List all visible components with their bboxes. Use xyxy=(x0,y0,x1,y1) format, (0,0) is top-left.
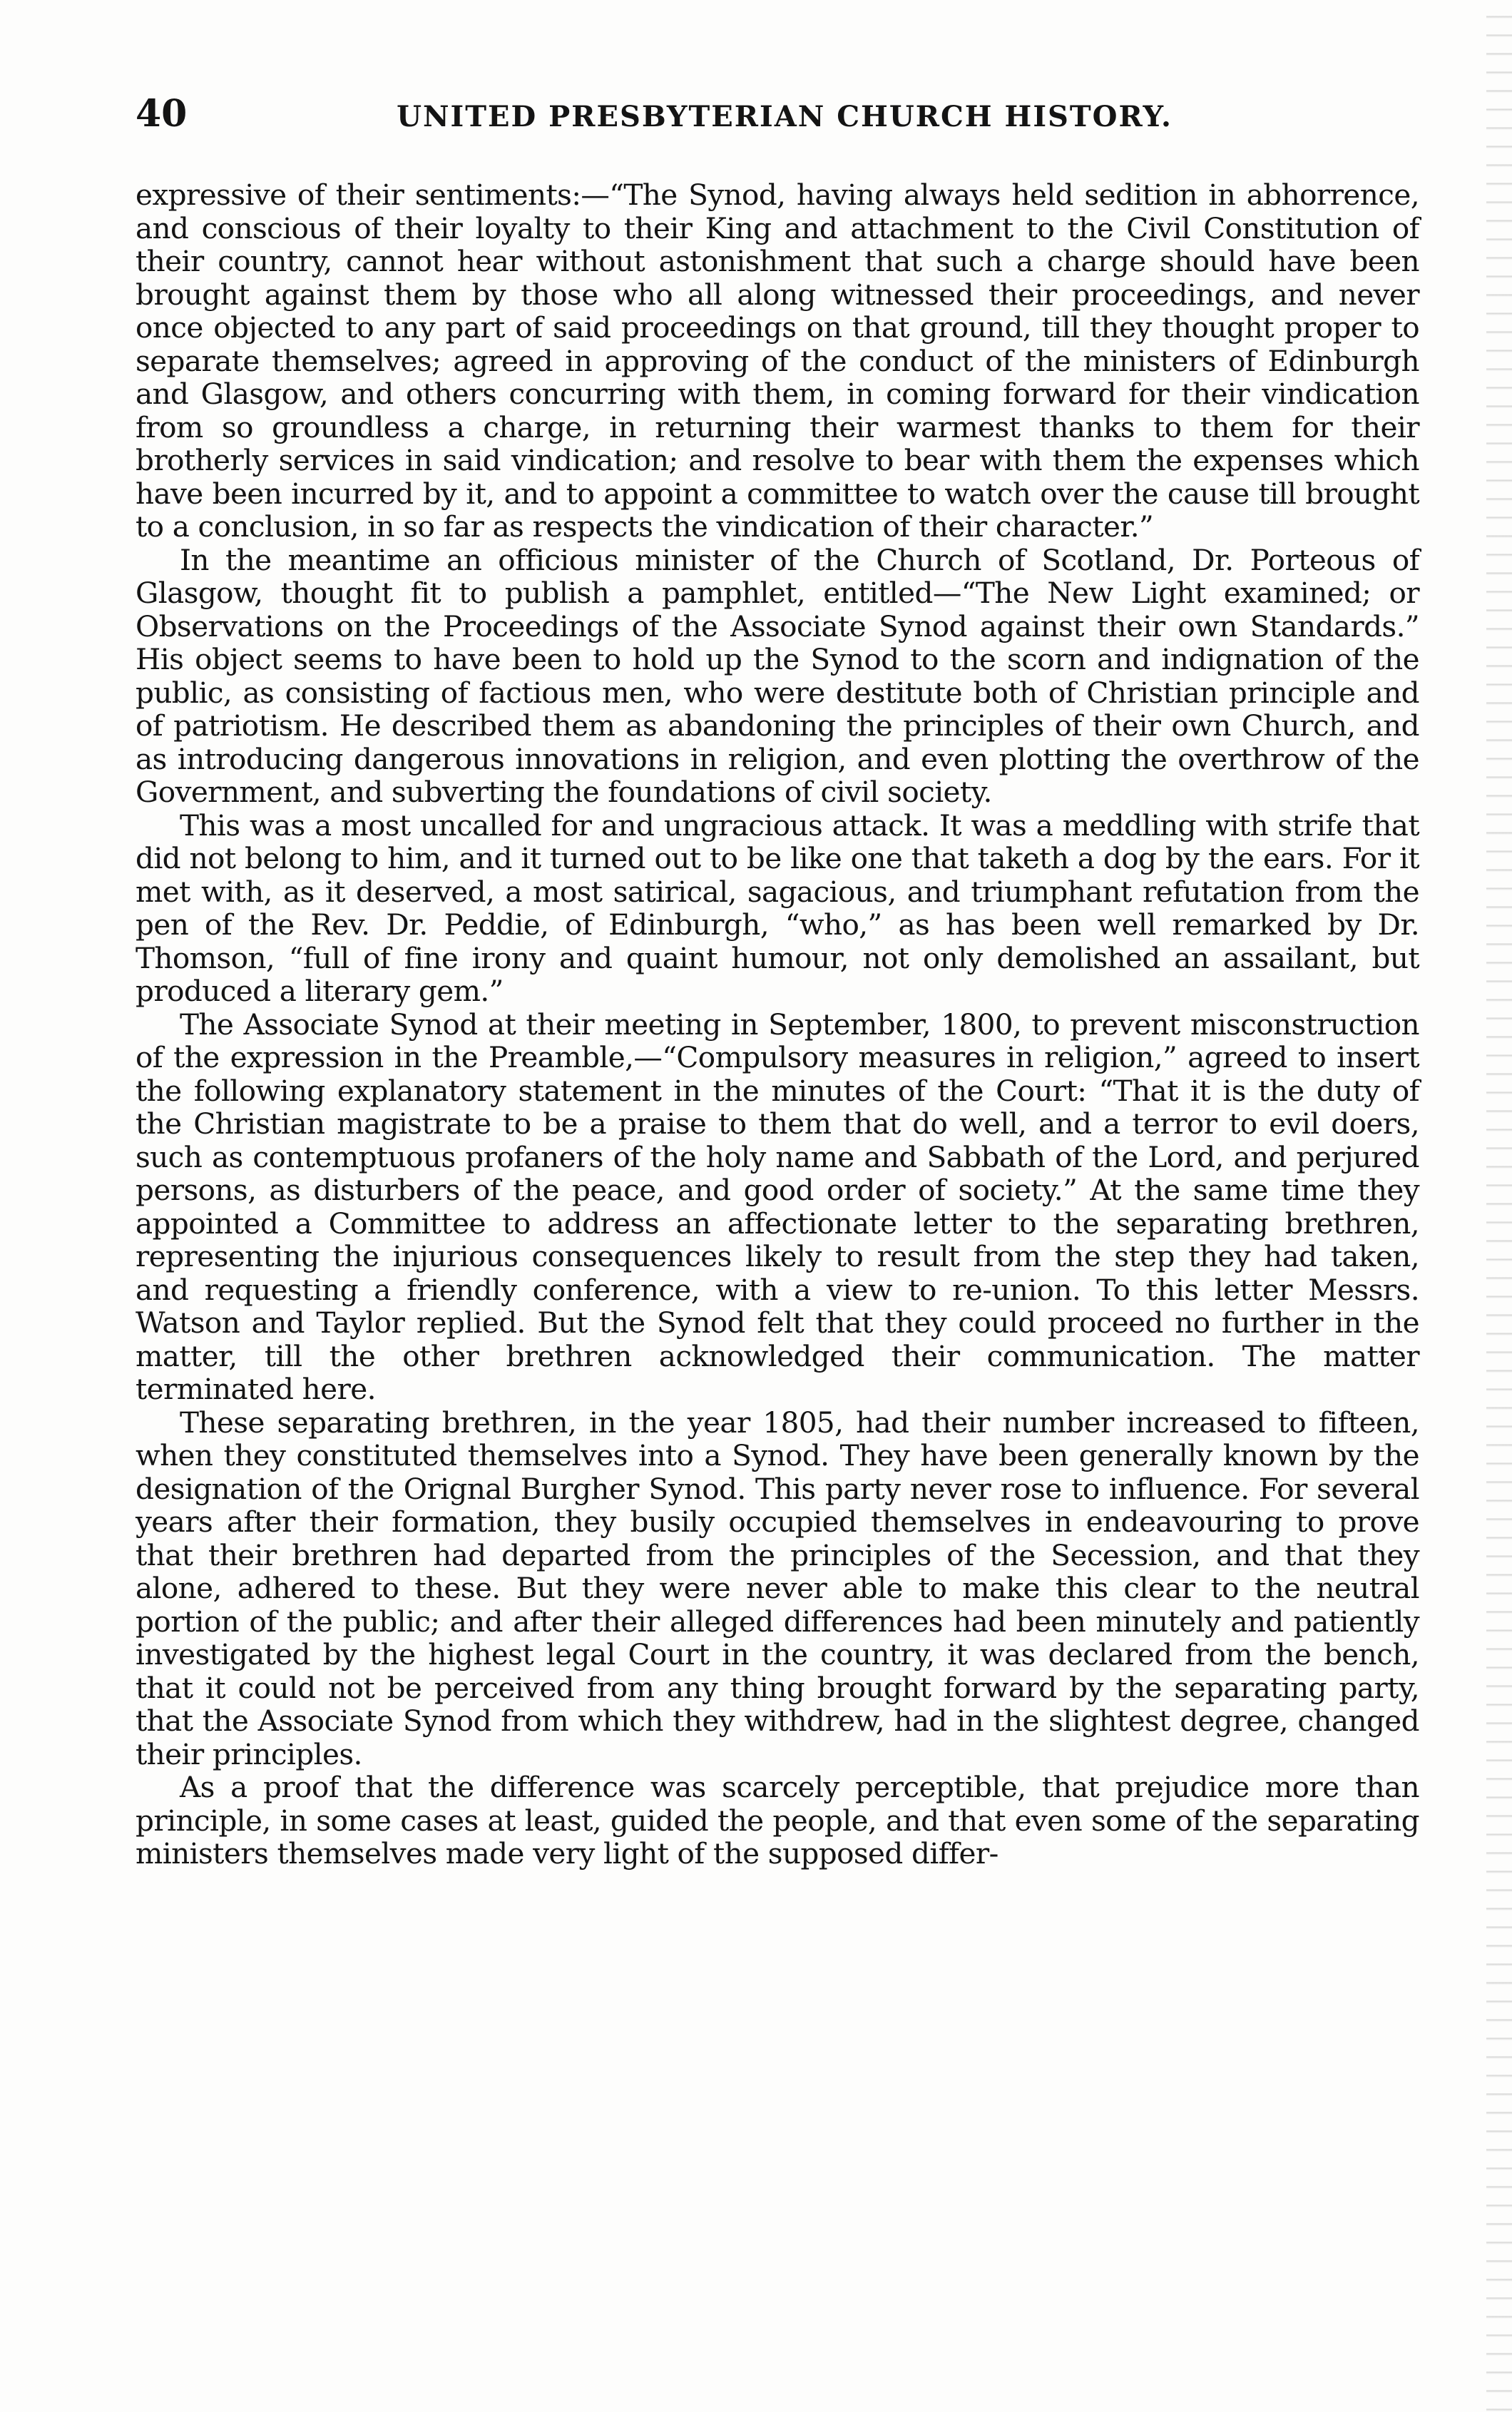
scan-edge-specks xyxy=(1486,0,1512,2412)
page-header xyxy=(136,93,1419,136)
paragraph-ungracious-attack: This was a most uncalled for and ungracious attack. It was a meddling with strife that did not belong to him, and it turned out to be like one that taketh a dog by the ears. For it met with, as it deserved, a most satirical, sagacious, and triumphant refutation from the pen of the Rev. Dr. Peddie, of Edinburgh, “who,” as has been well remarked by Dr. Thomson, “full of fine irony and quaint humour, not only demolished an assailant, but produced a literary gem.” xyxy=(136,808,1419,1008)
paragraph-synod-resolution: expressive of their sentiments:—“The Synod, having always held sedition in abhorrence, and conscious of their loyalty to their King and attachment to the Civil Constitution of their country, cannot hear without astonishment that such a charge should have been brought against them by those who all along witnessed their proceedings, and never once objected to any part of said proceedings on that ground, till they thought proper to separate themselves; agreed in approving of the conduct of the ministers of Edinburgh and Glasgow, and others concurring with them, in coming forward for their vindication from so groundless a charge, in returning their warmest thanks to them for their brotherly services in said vindication; and resolve to bear with them the expenses which have been incurred by it, and to appoint a committee to watch over the cause till brought to a conclusion, in so far as respects the vindication of their character.” xyxy=(136,178,1419,544)
paragraph-separating-brethren: These separating brethren, in the year 1805, had their number increased to fifteen, when they constituted themselves into a Synod. They have been generally known by the designation of the Orignal Burgher Synod. This party never rose to influence. For several years after their formation, they busily occupied themselves in endeavouring to prove that their brethren had departed from the principles of the Secession, and that they alone, adhered to these. But they were never able to make this clear to the neutral portion of the public; and after their alleged differences had been minutely and patiently investigated by the highest legal Court in the country, it was declared from the bench, that it could not be perceived from any thing brought forward by the separating party, that the Associate Synod from which they withdrew, had in the slightest degree, changed their principles. xyxy=(136,1405,1419,1771)
paragraph-porteous-pamphlet: In the meantime an officious minister of the Church of Scotland, Dr. Porteous of Glasgow, thought fit to publish a pamphlet, entitled—“The New Light examined; or Observations on the Proceedings of the Associate Synod against their own Standards.” His object seems to have been to hold up the Synod to the scorn and indignation of the public, as consisting of factious men, who were destitute both of Christian principle and of patriotism. He described them as abandoning the principles of their own Church, and as introducing dangerous innovations in religion, and even plotting the overthrow of the Government, and subverting the foundations of civil society. xyxy=(136,542,1419,809)
paragraph-september-1800: The Associate Synod at their meeting in September, 1800, to prevent misconstruction of the expression in the Preamble,—“Compulsory measures in religion,” agreed to insert the following explanatory statement in the minutes of the Court: “That it is the duty of the Christian magistrate to be a praise to them that do well, and a terror to evil doers, such as contemptuous profaners of the holy name and Sabbath of the Lord, and perjured persons, as disturbers of the peace, and good order of society.” At the same time they appointed a Committee to address an affectionate letter to the separating brethren, representing the injurious consequences likely to result from the step they had taken, and requesting a friendly conference, with a view to re-union. To this letter Messrs. Watson and Taylor replied. But the Synod felt that they could proceed no further in the matter, till the other brethren acknowledged their communication. The matter terminated here. xyxy=(136,1007,1419,1406)
running-head: UNITED PRESBYTERIAN CHURCH HISTORY. xyxy=(397,100,1173,133)
body-text xyxy=(136,178,1419,1871)
page-number: 40 xyxy=(136,92,188,136)
paragraph-proof-of-difference: As a proof that the difference was scarcely perceptible, that prejudice more than principle, in some cases at least, guided the people, and that even some of the separating ministers themselves made very light of the supposed differ- xyxy=(136,1770,1419,1871)
